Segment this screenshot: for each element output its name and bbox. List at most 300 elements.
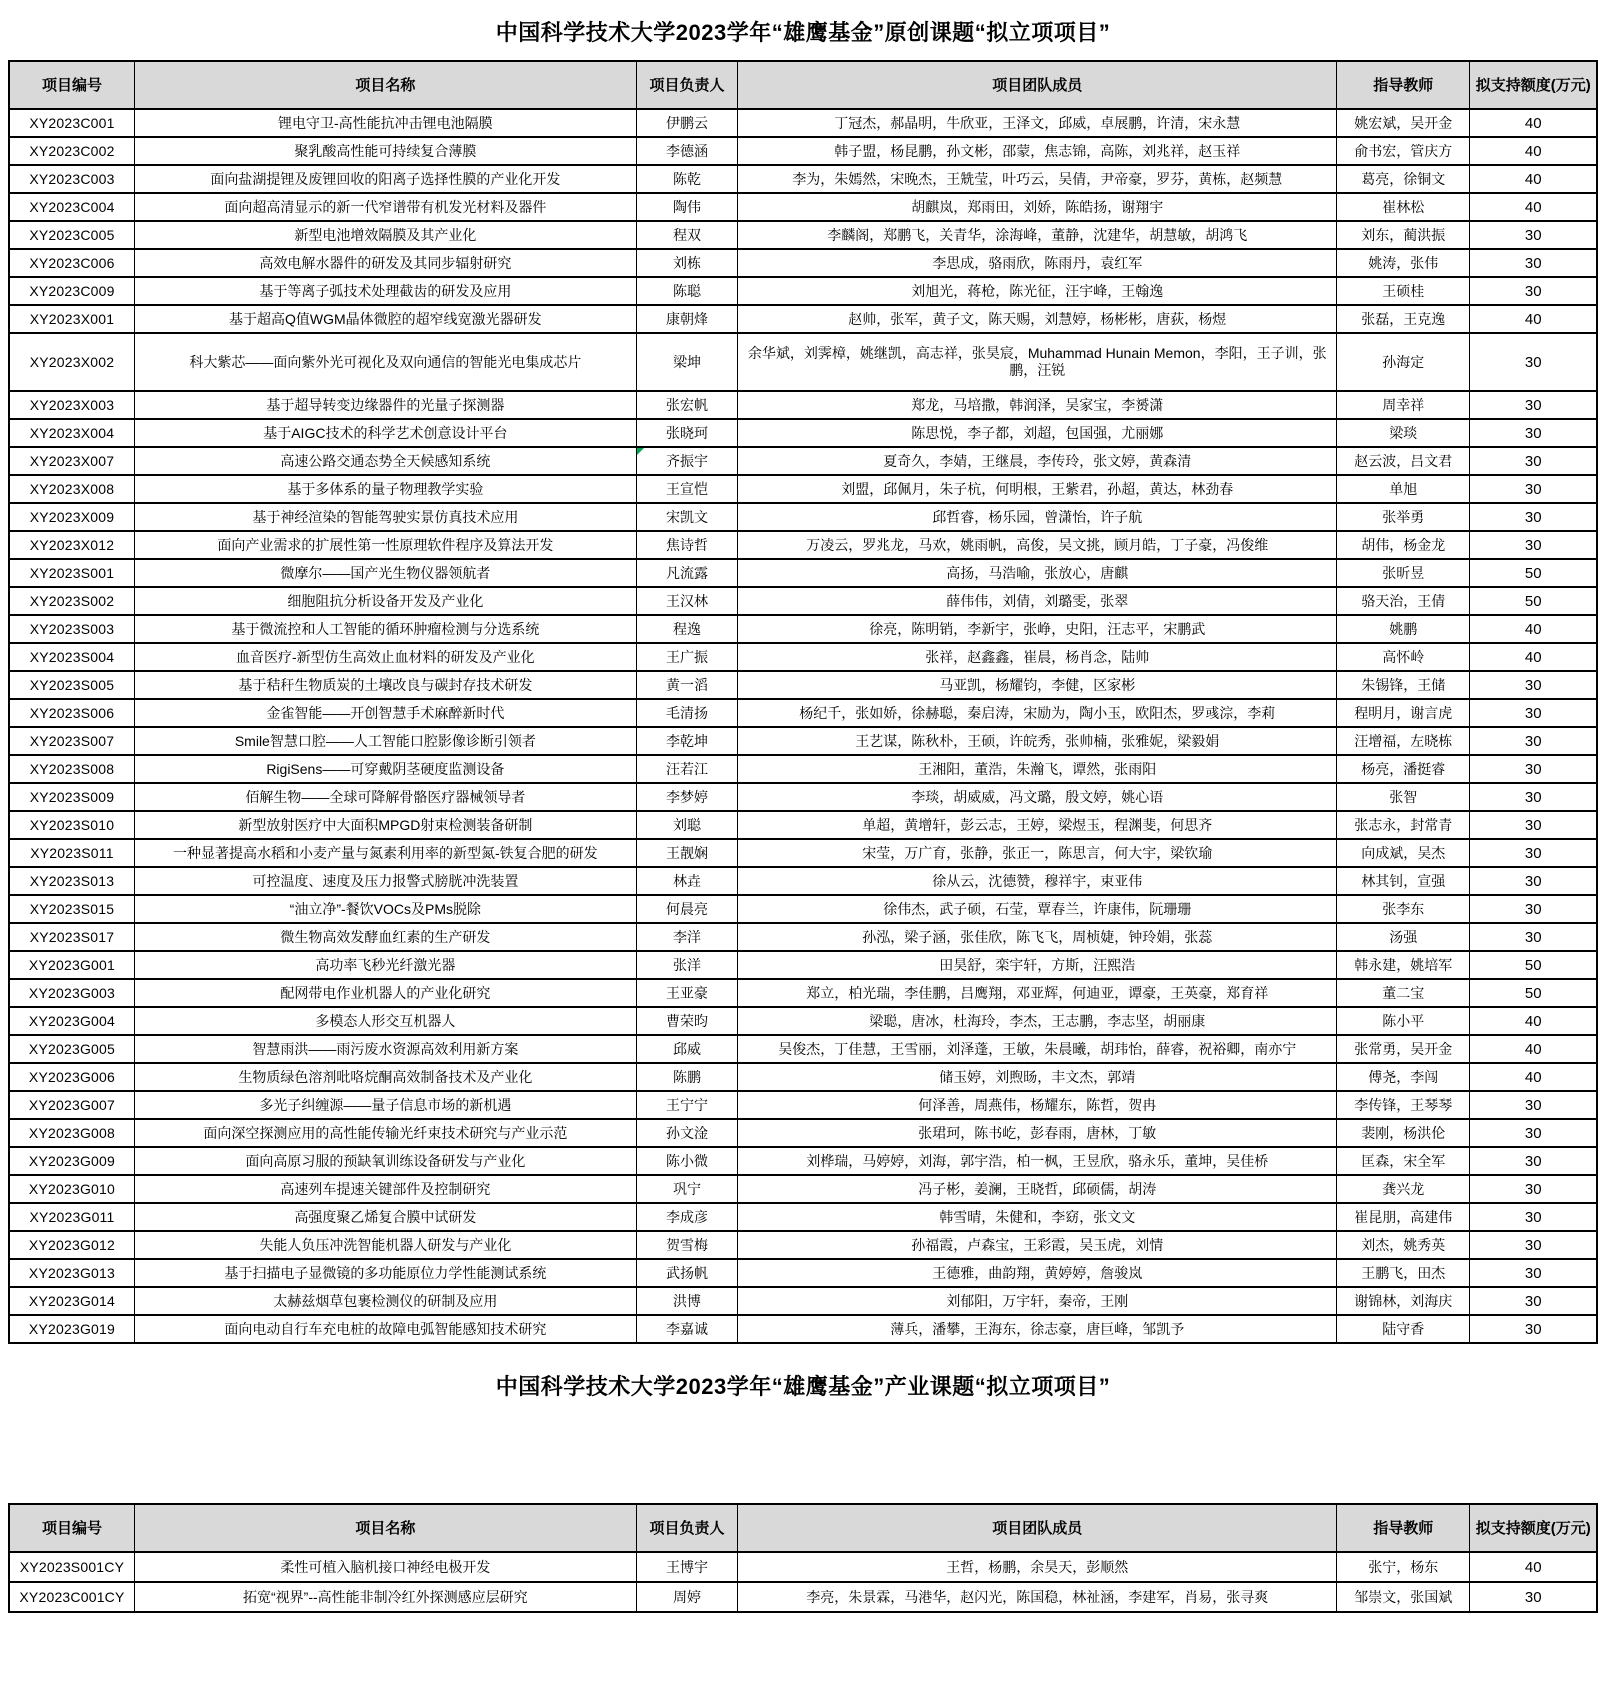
cell-project-name: 新型电池增效隔膜及其产业化 [134,221,636,249]
cell-advisors: 张磊，王克逸 [1337,305,1470,333]
table-row [9,1203,1597,1231]
cell-advisors: 姚鹏 [1337,615,1470,643]
cell-project-leader: 巩宁 [636,1175,738,1203]
cell-project-id: XY2023G007 [9,1091,134,1119]
cell-project-leader: 洪博 [636,1287,738,1315]
cell-team-members: 王湘阳，董浩，朱瀚飞，谭然，张雨阳 [738,755,1337,783]
cell-team-members: 冯子彬，姜澜，王晓哲，邱硕儒，胡涛 [738,1175,1337,1203]
cell-project-id: XY2023S004 [9,643,134,671]
cell-advisors: 林其钊，宣强 [1337,867,1470,895]
cell-project-name: 柔性可植入脑机接口神经电极开发 [134,1552,636,1582]
cell-project-leader: 梁坤 [636,333,738,391]
cell-project-leader: 曹荣昀 [636,1007,738,1035]
cell-project-leader: 李梦婷 [636,783,738,811]
table-row [9,979,1597,1007]
cell-support-amount: 40 [1470,305,1597,333]
cell-support-amount: 40 [1470,109,1597,137]
cell-project-name: 佰解生物——全球可降解骨骼医疗器械领导者 [134,783,636,811]
cell-project-leader: 李成彦 [636,1203,738,1231]
cell-support-amount: 40 [1470,1035,1597,1063]
cell-advisors: 张举勇 [1337,503,1470,531]
table-row [9,333,1597,391]
cell-advisors: 周幸祥 [1337,391,1470,419]
cell-support-amount: 30 [1470,1203,1597,1231]
table-row [9,895,1597,923]
cell-project-id: XY2023S003 [9,615,134,643]
cell-project-name: 多光子纠缠源——量子信息市场的新机遇 [134,1091,636,1119]
cell-project-name: 面向超高清显示的新一代窄谱带有机发光材料及器件 [134,193,636,221]
cell-team-members: 王艺谋，陈秋朴，王硕，许皖秀，张帅楠，张雅妮，梁毅娟 [738,727,1337,755]
cell-support-amount: 40 [1470,137,1597,165]
table-row [9,193,1597,221]
cell-advisors: 刘东，蔺洪振 [1337,221,1470,249]
cell-project-id: XY2023S015 [9,895,134,923]
cell-project-name: 面向电动自行车充电桩的故障电弧智能感知技术研究 [134,1315,636,1343]
cell-team-members: 李思成，骆雨欣，陈雨丹，袁红军 [738,249,1337,277]
cell-project-id: XY2023S006 [9,699,134,727]
cell-support-amount: 30 [1470,1119,1597,1147]
cell-project-id: XY2023G013 [9,1259,134,1287]
cell-advisors: 刘杰，姚秀英 [1337,1231,1470,1259]
cell-advisors: 程明月，谢言虎 [1337,699,1470,727]
cell-team-members: 储玉婷，刘煦旸，丰文杰，郭靖 [738,1063,1337,1091]
cell-support-amount: 50 [1470,587,1597,615]
cell-project-id: XY2023G011 [9,1203,134,1231]
table-row [9,447,1597,475]
cell-team-members: 李琰，胡威威，冯文璐，殷文婷，姚心语 [738,783,1337,811]
table-row [9,671,1597,699]
cell-advisors: 邹崇文，张国斌 [1337,1582,1470,1612]
cell-project-id: XY2023G003 [9,979,134,1007]
table-row [9,109,1597,137]
industry-projects-table [8,1503,1598,1613]
cell-project-id: XY2023G008 [9,1119,134,1147]
cell-team-members: 杨纪千，张如娇，徐赫聪，秦启涛，宋励为，陶小玉，欧阳杰，罗彧淙，李莉 [738,699,1337,727]
cell-support-amount: 30 [1470,333,1597,391]
cell-project-leader: 何晨亮 [636,895,738,923]
table-row [9,839,1597,867]
cell-advisors: 向成斌，吴杰 [1337,839,1470,867]
cell-project-leader: 陈聪 [636,277,738,305]
table-row [9,419,1597,447]
table-row [9,1552,1597,1582]
cell-project-id: XY2023G001 [9,951,134,979]
cell-team-members: 万凌云，罗兆龙，马欢，姚雨帆，高俊，吴文挑，顾月皓，丁子豪，冯俊维 [738,531,1337,559]
cell-project-id: XY2023C001CY [9,1582,134,1612]
column-header: 项目负责人 [636,1504,738,1552]
cell-advisors: 董二宝 [1337,979,1470,1007]
table-row [9,1007,1597,1035]
cell-team-members: 徐伟杰，武子硕，石莹，覃春兰，许康伟，阮珊珊 [738,895,1337,923]
cell-team-members: 刘旭光，蒋枪，陈光征，汪宇峰，王翰逸 [738,277,1337,305]
cell-support-amount: 30 [1470,839,1597,867]
cell-support-amount: 30 [1470,391,1597,419]
table-row [9,249,1597,277]
cell-support-amount: 30 [1470,755,1597,783]
table-row [9,1175,1597,1203]
cell-project-id: XY2023X009 [9,503,134,531]
cell-project-id: XY2023G010 [9,1175,134,1203]
table-row [9,531,1597,559]
cell-project-leader: 凡流露 [636,559,738,587]
cell-team-members: 高扬，马浩喻，张放心，唐麒 [738,559,1337,587]
cell-project-name: 基于等离子弧技术处理截齿的研发及应用 [134,277,636,305]
cell-support-amount: 30 [1470,1315,1597,1343]
cell-team-members: 张珺珂，陈书屹，彭春雨，唐林，丁敏 [738,1119,1337,1147]
cell-project-id: XY2023C005 [9,221,134,249]
cell-advisors: 张宁，杨东 [1337,1552,1470,1582]
cell-advisors: 孙海定 [1337,333,1470,391]
cell-team-members: 郑立，柏光瑞，李佳鹏，吕鹰翔，邓亚辉，何迪亚，谭豪，王英豪，郑育祥 [738,979,1337,1007]
cell-support-amount: 30 [1470,1287,1597,1315]
cell-advisors: 汪增福，左晓栋 [1337,727,1470,755]
cell-project-leader: 程逸 [636,615,738,643]
cell-project-leader: 王靓娴 [636,839,738,867]
cell-team-members: 孙泓，梁子涵，张佳欣，陈飞飞，周桢婕，钟玲娟，张蕊 [738,923,1337,951]
cell-project-leader: 李嘉诚 [636,1315,738,1343]
cell-project-leader: 程双 [636,221,738,249]
cell-project-leader: 李乾坤 [636,727,738,755]
header-row [9,1504,1597,1552]
cell-team-members: 李为，朱嫣然，宋晚杰，王兟莹，叶巧云，吴倩，尹帝豪，罗芬，黄栋，赵频慧 [738,165,1337,193]
cell-support-amount: 40 [1470,193,1597,221]
table-row [9,951,1597,979]
cell-project-id: XY2023S007 [9,727,134,755]
cell-project-leader: 焦诗哲 [636,531,738,559]
cell-project-leader: 张宏帆 [636,391,738,419]
cell-project-name: 太赫兹烟草包裹检测仪的研制及应用 [134,1287,636,1315]
cell-project-id: XY2023X003 [9,391,134,419]
cell-project-name: 高速列车提速关键部件及控制研究 [134,1175,636,1203]
cell-advisors: 俞书宏，管庆方 [1337,137,1470,165]
cell-team-members: 徐从云，沈德赞，穆祥宇，束亚伟 [738,867,1337,895]
cell-project-name: 聚乳酸高性能可持续复合薄膜 [134,137,636,165]
cell-project-id: XY2023C001 [9,109,134,137]
cell-advisors: 匡森，宋全军 [1337,1147,1470,1175]
cell-project-name: 血音医疗-新型仿生高效止血材料的研发及产业化 [134,643,636,671]
cell-project-leader: 刘聪 [636,811,738,839]
cell-support-amount: 30 [1470,1147,1597,1175]
cell-project-name: 高效电解水器件的研发及其同步辐射研究 [134,249,636,277]
cell-project-leader: 邱威 [636,1035,738,1063]
table-row [9,1063,1597,1091]
cell-project-name: 基于AIGC技术的科学艺术创意设计平台 [134,419,636,447]
cell-project-name: “油立净”-餐饮VOCs及PMs脱除 [134,895,636,923]
table-row [9,137,1597,165]
cell-advisors: 张昕昱 [1337,559,1470,587]
cell-project-name: 配网带电作业机器人的产业化研究 [134,979,636,1007]
cell-support-amount: 30 [1470,699,1597,727]
cell-advisors: 骆天治，王倩 [1337,587,1470,615]
cell-advisors: 赵云波，吕文君 [1337,447,1470,475]
table-row [9,615,1597,643]
cell-project-id: XY2023S010 [9,811,134,839]
table-2-title: 中国科学技术大学2023学年“雄鹰基金”产业课题“拟立项项目” [495,1374,1111,1399]
cell-project-name: 金雀智能——开创智慧手术麻醉新时代 [134,699,636,727]
cell-project-leader: 伊鹏云 [636,109,738,137]
cell-project-leader: 黄一滔 [636,671,738,699]
cell-team-members: 单超，黄增轩，彭云志，王婷，梁煜玉，程渊斐，何思齐 [738,811,1337,839]
cell-team-members: 王哲，杨鹏，余昊天，彭顺然 [738,1552,1337,1582]
cell-advisors: 杨亮，潘挺睿 [1337,755,1470,783]
cell-support-amount: 50 [1470,951,1597,979]
comment-flag-icon [637,448,644,455]
cell-support-amount: 30 [1470,1175,1597,1203]
cell-advisors: 单旭 [1337,475,1470,503]
cell-support-amount: 30 [1470,1231,1597,1259]
table-1-title: 中国科学技术大学2023学年“雄鹰基金”原创课题“拟立项项目” [495,20,1111,45]
cell-team-members: 梁聪，唐冰，杜海玲，李杰，王志鹏，李志坚，胡丽康 [738,1007,1337,1035]
table-row [9,277,1597,305]
cell-project-leader: 陶伟 [636,193,738,221]
cell-support-amount: 30 [1470,671,1597,699]
cell-advisors: 朱锡锋，王储 [1337,671,1470,699]
cell-project-id: XY2023X012 [9,531,134,559]
column-header: 项目编号 [9,61,134,109]
cell-project-id: XY2023G005 [9,1035,134,1063]
cell-advisors: 张常勇，吴开金 [1337,1035,1470,1063]
cell-project-leader: 贺雪梅 [636,1231,738,1259]
cell-advisors: 张志永，封常青 [1337,811,1470,839]
cell-advisors: 龚兴龙 [1337,1175,1470,1203]
cell-project-id: XY2023X008 [9,475,134,503]
cell-advisors: 张智 [1337,783,1470,811]
cell-team-members: 何泽善，周燕伟，杨耀东，陈哲，贺冉 [738,1091,1337,1119]
cell-team-members: 韩雪晴，朱健和，李窈，张文文 [738,1203,1337,1231]
cell-team-members: 韩子盟，杨昆鹏，孙文彬，邵蒙，焦志锦，高陈，刘兆祥，赵玉祥 [738,137,1337,165]
table-row [9,587,1597,615]
column-header: 项目团队成员 [738,61,1337,109]
cell-support-amount: 30 [1470,895,1597,923]
cell-support-amount: 30 [1470,277,1597,305]
cell-project-name: 基于扫描电子显微镜的多功能原位力学性能测试系统 [134,1259,636,1287]
cell-advisors: 李传锋，王琴琴 [1337,1091,1470,1119]
cell-advisors: 崔林松 [1337,193,1470,221]
cell-support-amount: 40 [1470,643,1597,671]
cell-project-name: 基于神经渲染的智能驾驶实景仿真技术应用 [134,503,636,531]
cell-advisors: 高怀岭 [1337,643,1470,671]
cell-support-amount: 40 [1470,1007,1597,1035]
cell-advisors: 陆守香 [1337,1315,1470,1343]
cell-team-members: 陈思悦，李子都，刘超，包国强，尤丽娜 [738,419,1337,447]
cell-project-leader: 王博宇 [636,1552,738,1582]
cell-project-name: 一种显著提高水稻和小麦产量与氮素利用率的新型氮-铁复合肥的研发 [134,839,636,867]
cell-project-name: 可控温度、速度及压力报警式膀胱冲洗装置 [134,867,636,895]
cell-team-members: 丁冠杰，郝晶明，牛欣亚，王泽文，邱威，卓展鹏，许清，宋永慧 [738,109,1337,137]
table-row [9,221,1597,249]
cell-project-name: 细胞阻抗分析设备开发及产业化 [134,587,636,615]
cell-project-id: XY2023S011 [9,839,134,867]
cell-support-amount: 40 [1470,165,1597,193]
cell-project-leader: 张洋 [636,951,738,979]
cell-support-amount: 30 [1470,923,1597,951]
table-row [9,643,1597,671]
cell-advisors: 姚涛，张伟 [1337,249,1470,277]
column-header: 拟支持额度(万元) [1470,1504,1597,1552]
cell-project-leader: 王宁宁 [636,1091,738,1119]
cell-project-leader: 齐振宇 [636,447,738,475]
cell-project-leader: 陈小微 [636,1147,738,1175]
cell-project-id: XY2023C004 [9,193,134,221]
cell-project-id: XY2023X007 [9,447,134,475]
cell-support-amount: 30 [1470,783,1597,811]
cell-project-name: 高速公路交通态势全天候感知系统 [134,447,636,475]
cell-project-id: XY2023G006 [9,1063,134,1091]
cell-project-leader: 康朝烽 [636,305,738,333]
cell-advisors: 汤强 [1337,923,1470,951]
cell-project-id: XY2023S008 [9,755,134,783]
cell-support-amount: 40 [1470,1552,1597,1582]
cell-project-name: 微摩尔——国产光生物仪器领航者 [134,559,636,587]
column-header: 项目名称 [134,1504,636,1552]
cell-project-leader: 孙文淦 [636,1119,738,1147]
cell-project-name: Smile智慧口腔——人工智能口腔影像诊断引领者 [134,727,636,755]
cell-project-leader: 王汉林 [636,587,738,615]
cell-project-leader: 林垚 [636,867,738,895]
cell-support-amount: 30 [1470,475,1597,503]
cell-project-name: 基于微流控和人工智能的循环肿瘤检测与分选系统 [134,615,636,643]
cell-project-id: XY2023S002 [9,587,134,615]
table-row [9,1582,1597,1612]
cell-project-leader: 张晓珂 [636,419,738,447]
cell-project-leader: 陈鹏 [636,1063,738,1091]
cell-team-members: 赵帅，张军，黄子文，陈天赐，刘慧婷，杨彬彬，唐荻，杨煜 [738,305,1337,333]
column-header: 项目名称 [134,61,636,109]
table-row [9,391,1597,419]
cell-project-leader: 刘栋 [636,249,738,277]
table-row [9,165,1597,193]
table-row [9,559,1597,587]
cell-support-amount: 30 [1470,249,1597,277]
cell-project-id: XY2023S009 [9,783,134,811]
cell-project-name: 科大紫芯——面向紫外光可视化及双向通信的智能光电集成芯片 [134,333,636,391]
column-header: 指导教师 [1337,61,1470,109]
table-row [9,1035,1597,1063]
table-row [9,811,1597,839]
industry-projects-section [0,1344,1606,1613]
cell-project-id: XY2023S001 [9,559,134,587]
cell-team-members: 王德雅，曲韵翔，黄婷婷，詹骏岚 [738,1259,1337,1287]
cell-advisors: 王硕桂 [1337,277,1470,305]
table-1-header [9,61,1597,109]
cell-project-name: 基于超高Q值WGM晶体微腔的超窄线宽激光器研发 [134,305,636,333]
cell-advisors: 张李东 [1337,895,1470,923]
original-projects-table [8,60,1598,1344]
cell-project-name: 面向产业需求的扩展性第一性原理软件程序及算法开发 [134,531,636,559]
table-row [9,1119,1597,1147]
cell-team-members: 刘郁阳，万宇轩，秦帝，王刚 [738,1287,1337,1315]
cell-team-members: 吴俊杰，丁佳慧，王雪丽，刘泽蓬，王敏，朱晨曦，胡玮怡，薛睿，祝裕卿，南亦宁 [738,1035,1337,1063]
cell-support-amount: 30 [1470,811,1597,839]
table-row [9,1287,1597,1315]
cell-project-id: XY2023G009 [9,1147,134,1175]
cell-support-amount: 40 [1470,615,1597,643]
cell-project-leader: 周婷 [636,1582,738,1612]
column-header: 拟支持额度(万元) [1470,61,1597,109]
cell-project-name: 基于秸秆生物质炭的土壤改良与碳封存技术研发 [134,671,636,699]
table-row [9,867,1597,895]
column-header: 项目团队成员 [738,1504,1337,1552]
cell-advisors: 陈小平 [1337,1007,1470,1035]
table-1-body [9,109,1597,1343]
cell-support-amount: 30 [1470,1259,1597,1287]
cell-support-amount: 50 [1470,979,1597,1007]
cell-project-name: 生物质绿色溶剂吡咯烷酮高效制备技术及产业化 [134,1063,636,1091]
table-row [9,475,1597,503]
cell-team-members: 田昊舒，栾宇轩，方斯，汪熙浩 [738,951,1337,979]
cell-project-id: XY2023C009 [9,277,134,305]
cell-project-name: 面向深空探测应用的高性能传输光纤束技术研究与产业示范 [134,1119,636,1147]
table-row [9,1259,1597,1287]
cell-team-members: 张祥，赵鑫鑫，崔晨，杨肖念，陆帅 [738,643,1337,671]
cell-team-members: 李麟阁，郑鹏飞，关青华，涂海峰，董静，沈建华，胡慧敏，胡鸿飞 [738,221,1337,249]
table-row [9,923,1597,951]
cell-project-name: 面向盐湖提锂及废锂回收的阳离子选择性膜的产业化开发 [134,165,636,193]
cell-project-leader: 陈乾 [636,165,738,193]
cell-team-members: 孙福霞，卢森宝，王彩霞，吴玉虎，刘情 [738,1231,1337,1259]
cell-team-members: 宋莹，万广育，张静，张正一，陈思言，何大宇，梁钦瑜 [738,839,1337,867]
cell-support-amount: 40 [1470,1063,1597,1091]
cell-advisors: 梁琰 [1337,419,1470,447]
cell-advisors: 傅尧，李闯 [1337,1063,1470,1091]
cell-project-leader: 宋凯文 [636,503,738,531]
cell-project-leader: 李洋 [636,923,738,951]
cell-support-amount: 30 [1470,867,1597,895]
column-header: 指导教师 [1337,1504,1470,1552]
cell-advisors: 崔昆朋，高建伟 [1337,1203,1470,1231]
cell-team-members: 邱哲睿，杨乐园，曾潇怡，许子航 [738,503,1337,531]
cell-advisors: 葛亮，徐铜文 [1337,165,1470,193]
cell-support-amount: 30 [1470,727,1597,755]
table-2-header [9,1504,1597,1552]
cell-advisors: 谢锦林，刘海庆 [1337,1287,1470,1315]
table-row [9,503,1597,531]
cell-project-id: XY2023G014 [9,1287,134,1315]
cell-project-name: 新型放射医疗中大面积MPGD射束检测装备研制 [134,811,636,839]
cell-project-name: 失能人负压冲洗智能机器人研发与产业化 [134,1231,636,1259]
cell-support-amount: 30 [1470,503,1597,531]
cell-project-id: XY2023X001 [9,305,134,333]
cell-project-id: XY2023S017 [9,923,134,951]
cell-team-members: 夏奇久，李婧，王继晨，李传玲，张文婷，黄森清 [738,447,1337,475]
cell-project-name: 锂电守卫-高性能抗冲击锂电池隔膜 [134,109,636,137]
cell-project-id: XY2023S005 [9,671,134,699]
cell-team-members: 刘盟，邱佩月，朱子杭，何明根，王紫君，孙超，黄达，林劲春 [738,475,1337,503]
cell-project-id: XY2023C002 [9,137,134,165]
header-row [9,61,1597,109]
cell-project-leader: 毛清扬 [636,699,738,727]
cell-team-members: 余华斌，刘霁樟，姚继凯，高志祥，张昊宸，Muhammad Hunain Memon，李阳，王子训，张鹏，汪锐 [738,333,1337,391]
cell-project-leader: 王宣恺 [636,475,738,503]
table-row [9,1147,1597,1175]
cell-project-leader: 武扬帆 [636,1259,738,1287]
cell-support-amount: 30 [1470,221,1597,249]
cell-team-members: 马亚凯，杨耀钧，李健，区家彬 [738,671,1337,699]
table-row [9,755,1597,783]
cell-project-name: 智慧雨洪——雨污废水资源高效利用新方案 [134,1035,636,1063]
cell-project-name: 基于超导转变边缘器件的光量子探测器 [134,391,636,419]
cell-team-members: 薄兵，潘攀，王海东，徐志豪，唐巨峰，邹凯予 [738,1315,1337,1343]
table-row [9,1231,1597,1259]
table-row [9,1315,1597,1343]
cell-team-members: 郑龙，马培撒，韩润泽，吴家宝，李赟潇 [738,391,1337,419]
cell-team-members: 刘桦瑞，马婷婷，刘海，郭宇浩，柏一枫，王昱欣，骆永乐，董坤，吴佳桥 [738,1147,1337,1175]
cell-project-leader: 李德涵 [636,137,738,165]
cell-project-name: 面向高原习服的预缺氧训练设备研发与产业化 [134,1147,636,1175]
cell-project-id: XY2023S013 [9,867,134,895]
cell-project-id: XY2023C006 [9,249,134,277]
cell-advisors: 韩永建，姚培军 [1337,951,1470,979]
